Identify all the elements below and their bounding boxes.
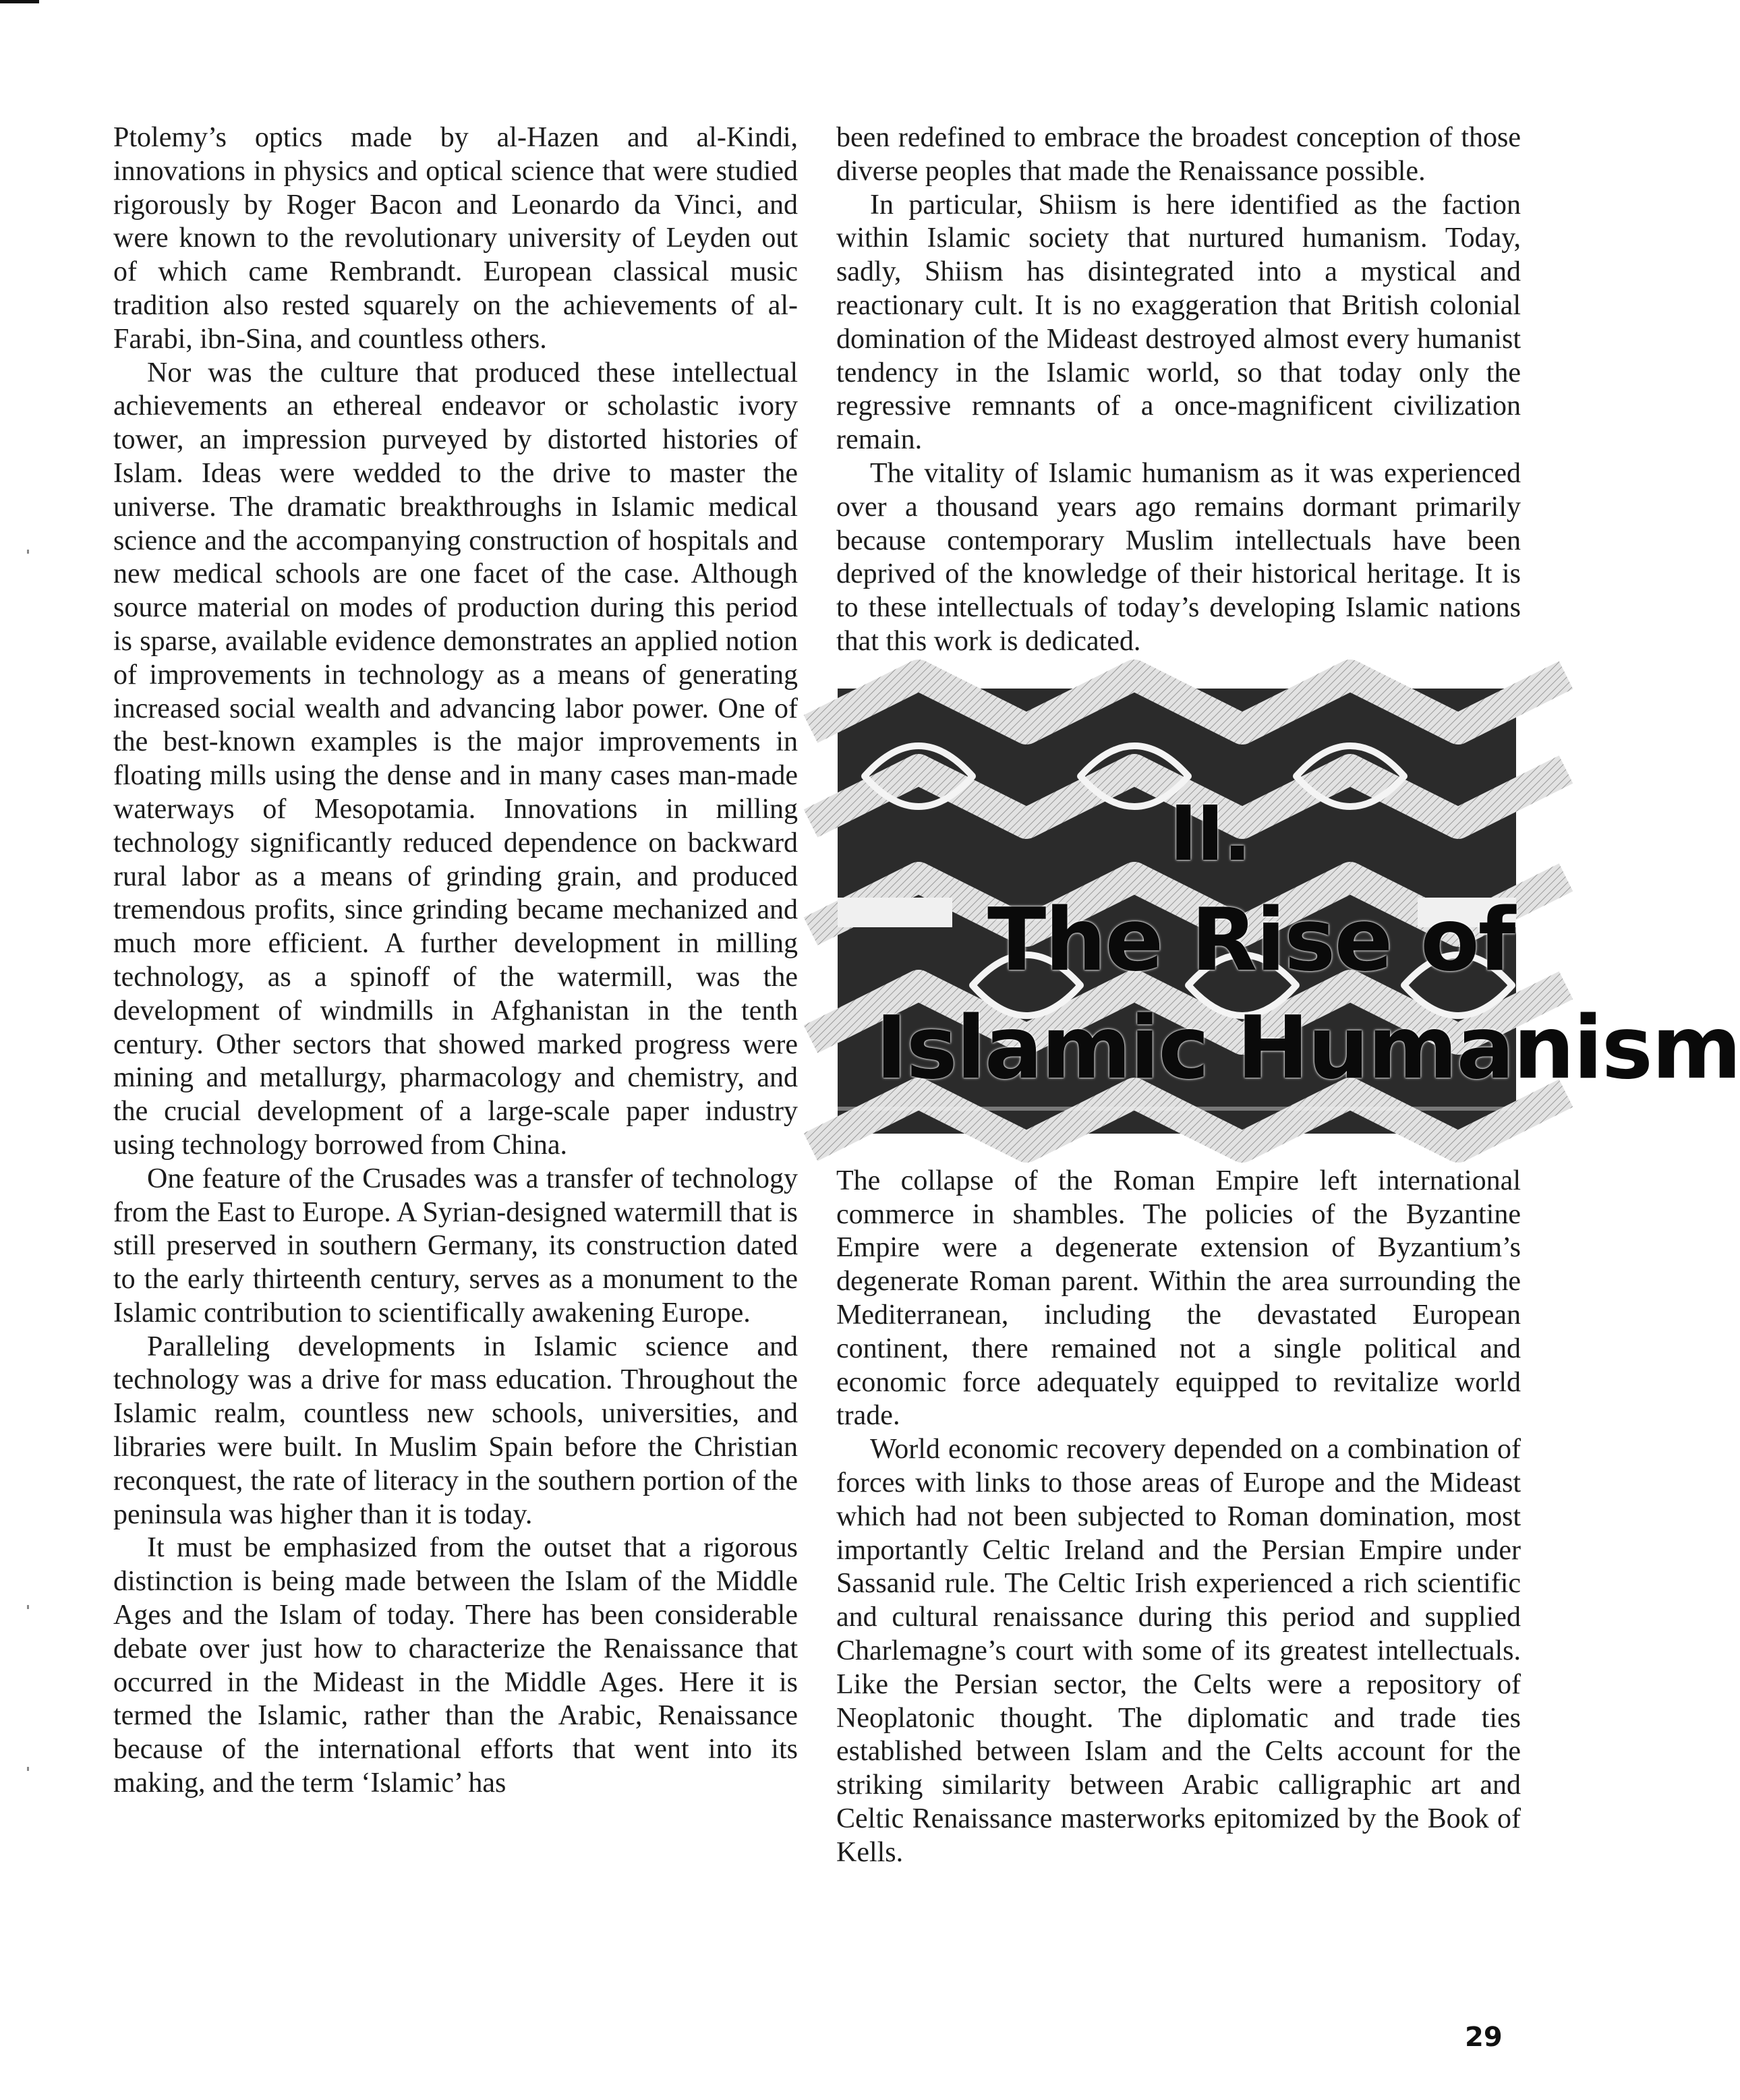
- section-title-line1: The Rise of: [987, 889, 1515, 991]
- corner-scan-mark: [0, 0, 39, 3]
- paragraph: In particular, Shiism is here identified as the faction within Islamic society that nurtured humanism. Today, sadly, Shiism has disintegrated into a mystical and reactionary cult. It is no exaggeration that British colonial domination of the Mideast destroyed almost every humanist tendency in the Islamic world, so that today only the regressive remnants of a once-magnificent civilization remain.: [836, 189, 1521, 456]
- section-number: II.: [1169, 790, 1250, 878]
- paragraph: One feature of the Crusades was a transfer of technology from the East to Europe. A Syrian-designed watermill that is still preserved in southern Germany, its construction dated to the early thirteenth century, serves as a monument to the Islamic contribution to scientifically awakening Europe.: [113, 1163, 798, 1329]
- left-column: [113, 121, 798, 1801]
- paragraph: been redefined to embrace the broadest conception of those diverse peoples that made the Renaissance possible.: [836, 122, 1521, 187]
- margin-tick: [27, 1605, 29, 1609]
- right-column: [836, 121, 1740, 1869]
- paragraph: Nor was the culture that produced these intellectual achievements an ethereal endeavor or scholastic ivory tower, an impression purveyed by distorted histories of Islam. Ideas were wedded to the drive to master the universe. The dramatic breakthroughs in Islamic medical science and the accompanying construction of hospitals and new medical schools are one facet of the case. Although source material on modes of production during this period is sparse, available evidence demonstrates an applied notion of improvements in technology as a means of generating increased social wealth and advancing labor power. One of the best-known examples is the major improvements in floating mills using the dense and in many cases man-made waterways of Mesopotamia. Innovations in milling technology significantly reduced dependence on backward rural labor as a means of grinding grain, and produced tremendous profits, since grinding became mechanized and much more efficient. A further development in milling technology, as a spinoff of the watermill, was the development of windmills in Afghanistan in the tenth century. Other sectors that showed marked progress were mining and metallurgy, pharmacology and chemistry, and the crucial development of a large-scale paper industry using technology borrowed from China.: [113, 357, 798, 1161]
- paragraph: Paralleling developments in Islamic science and technology was a drive for mass education. Throughout the Islamic realm, countless new schools, universities, and libraries were built. In Muslim Spain before the Christian reconquest, the rate of literacy in the southern portion of the peninsula was higher than it is today.: [113, 1331, 798, 1530]
- paragraph: Ptolemy’s optics made by al-Hazen and al-Kindi, innovations in physics and optical science that were studied rigorously by Roger Bacon and Leonardo da Vinci, and were known to the revolutionary university of Leyden out of which came Rembrandt. European classical music tradition also rested squarely on the achievements of al-Farabi, ibn-Sina, and countless others.: [113, 122, 798, 355]
- paragraph: The vitality of Islamic humanism as it was experienced over a thousand years ago remains dormant primarily because contemporary Muslim intellectuals have been deprived of the knowledge of their historical heritage. It is to these intellectuals of today’s developing Islamic nations that this work is dedicated.: [836, 457, 1521, 657]
- margin-tick: [27, 1767, 29, 1771]
- page-number: 29: [1465, 2022, 1503, 2053]
- paragraph: World economic recovery depended on a combination of forces with links to those areas of Europe and the Mideast which had not been subjected to Roman domination, most importantly Celtic Ireland and the Persian Empire under Sassanid rule. The Celtic Irish experienced a rich scientific and cultural renaissance during this period and supplied Charlemagne’s court with some of its greatest intellectuals. Like the Persian sector, the Celts were a repository of Neoplatonic thought. The diplomatic and trade ties established between Islam and the Celts account for the striking similarity between Arabic calligraphic art and Celtic Renaissance masterworks epitomized by the Book of Kells.: [836, 1434, 1521, 1868]
- section-heading-figure: [838, 689, 1740, 1134]
- section-title-line2: Islamic Humanism: [875, 997, 1740, 1099]
- paragraph: It must be emphasized from the outset that a rigorous distinction is being made between the Islam of the Middle Ages and the Islam of today. There has been considerable debate over just how to characterize the Renaissance that occurred in the Mideast in the Middle Ages. Here it is termed the Islamic, rather than the Arabic, Renaissance because of the international efforts that went into its making, and the term ‘Islamic’ has: [113, 1532, 798, 1799]
- margin-tick: [27, 550, 29, 554]
- paragraph: The collapse of the Roman Empire left international commerce in shambles. The policies of the Byzantine Empire were a degenerate extension of Byzantium’s degenerate Roman parent. Within the area surrounding the Mediterranean, including the devastated European continent, there remained not a single political and economic force adequately equipped to revitalize world trade.: [836, 1165, 1521, 1432]
